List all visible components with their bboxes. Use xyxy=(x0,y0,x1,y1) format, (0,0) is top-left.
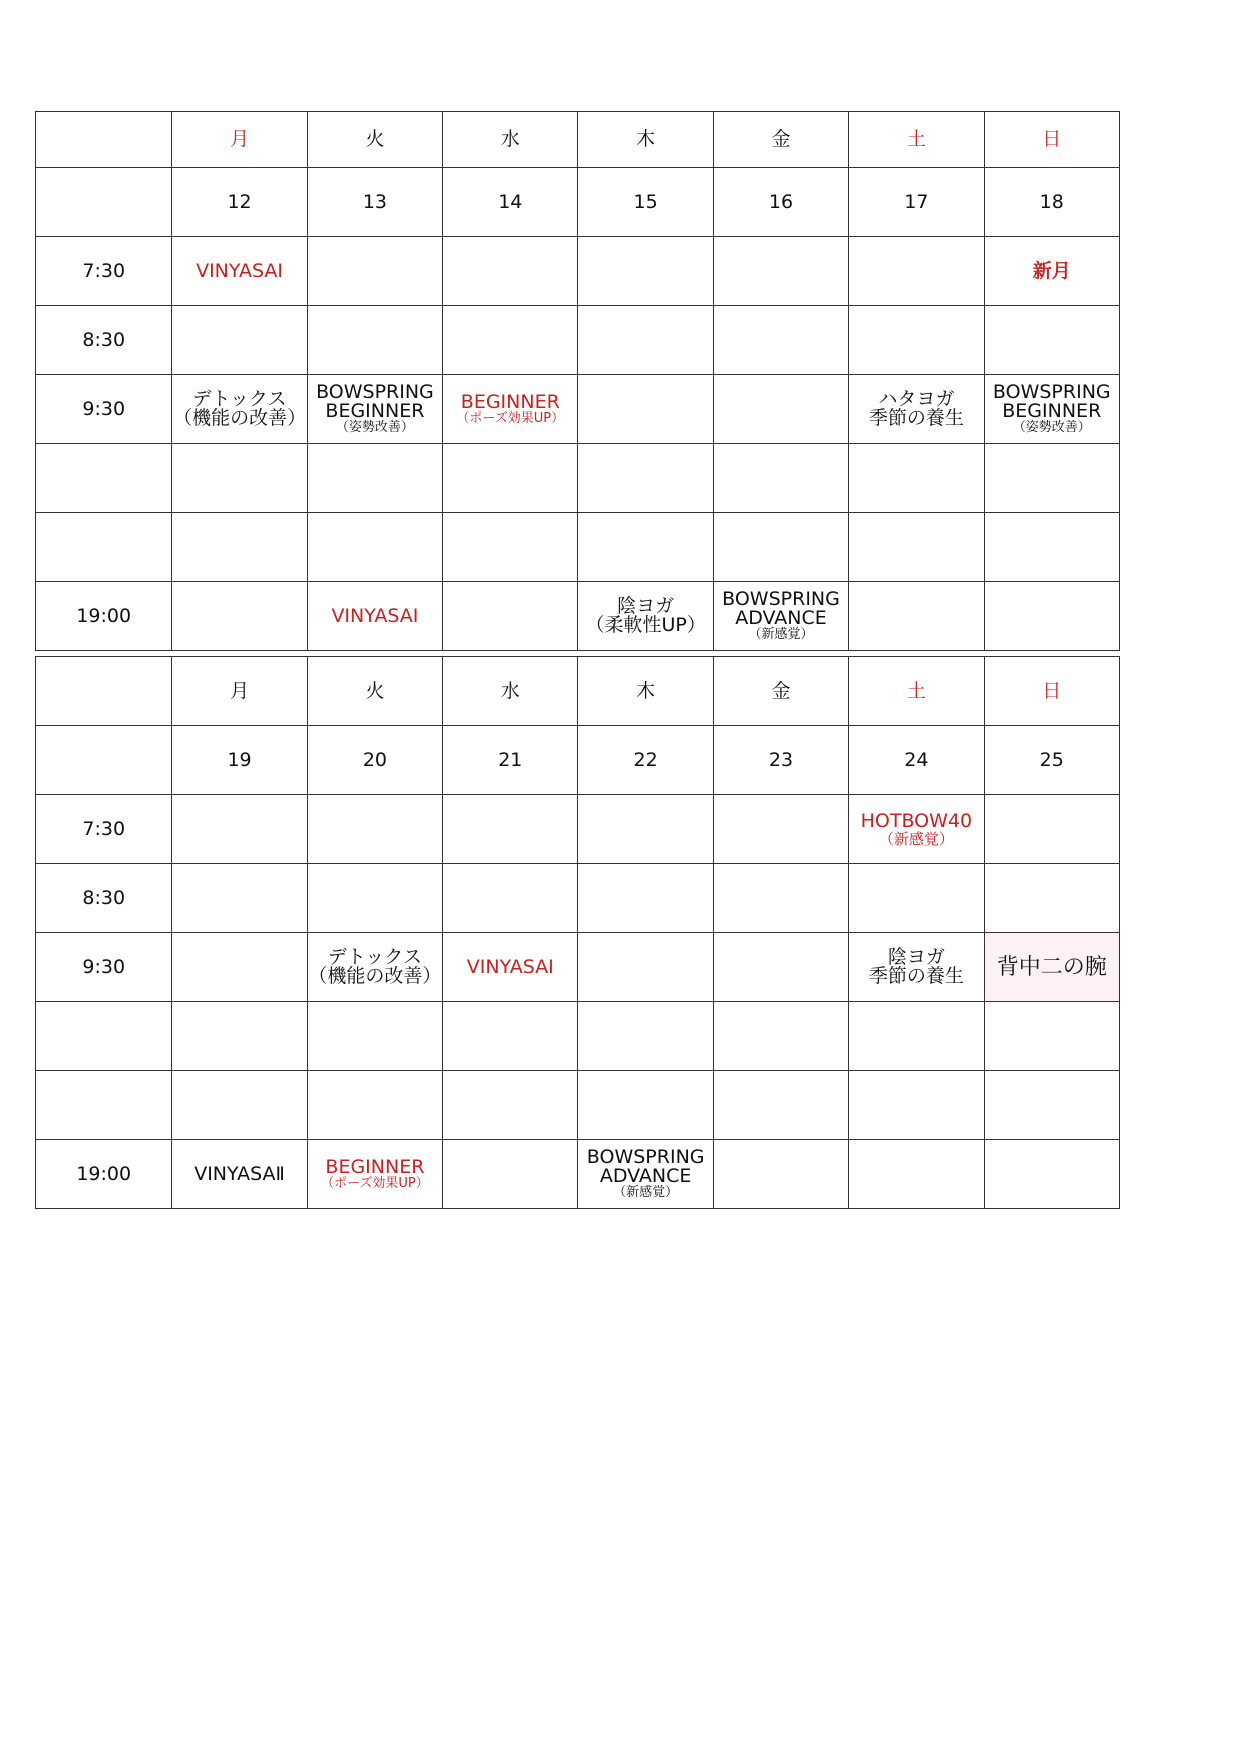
weekday-row xyxy=(36,112,1120,168)
time-label: 19:00 xyxy=(36,582,172,651)
empty-cell xyxy=(443,864,578,933)
time-slot-row xyxy=(36,1071,1120,1140)
class-cell[interactable] xyxy=(849,795,984,864)
time-slot-row xyxy=(36,933,1120,1002)
empty-cell xyxy=(443,513,578,582)
corner-cell xyxy=(36,657,172,726)
date-cell: 17 xyxy=(849,168,984,237)
class-name: VINYASAⅡ xyxy=(194,1162,285,1185)
empty-cell xyxy=(307,1002,442,1071)
weekday-sun: 日 xyxy=(984,657,1119,726)
date-row xyxy=(36,726,1120,795)
class-name: 新月 xyxy=(1032,259,1071,282)
corner-cell xyxy=(36,168,172,237)
empty-cell xyxy=(307,513,442,582)
empty-cell xyxy=(849,1002,984,1071)
empty-cell xyxy=(713,1002,848,1071)
weekday-sat: 土 xyxy=(849,657,984,726)
weekday-sun: 日 xyxy=(984,112,1119,168)
empty-cell xyxy=(713,1071,848,1140)
class-cell[interactable] xyxy=(172,1140,307,1209)
empty-cell xyxy=(984,444,1119,513)
empty-cell xyxy=(307,795,442,864)
class-cell[interactable] xyxy=(172,375,307,444)
time-label: 7:30 xyxy=(36,237,172,306)
date-cell: 12 xyxy=(172,168,307,237)
empty-cell xyxy=(578,1002,713,1071)
class-name: HOTBOW40 xyxy=(860,809,973,832)
empty-cell xyxy=(984,1002,1119,1071)
class-cell[interactable] xyxy=(984,375,1119,444)
empty-cell xyxy=(713,795,848,864)
empty-cell xyxy=(578,864,713,933)
class-name: BOWSPRING xyxy=(316,381,434,403)
class-cell[interactable] xyxy=(849,375,984,444)
empty-cell xyxy=(984,1140,1119,1209)
class-note: （姿勢改善） xyxy=(335,420,414,435)
date-cell: 16 xyxy=(713,168,848,237)
time-label: 9:30 xyxy=(36,933,172,1002)
weekday-tue: 火 xyxy=(307,112,442,168)
date-cell: 18 xyxy=(984,168,1119,237)
empty-cell xyxy=(172,864,307,933)
weekday-mon: 月 xyxy=(172,657,307,726)
time-label xyxy=(36,1071,172,1140)
empty-cell xyxy=(984,582,1119,651)
time-label: 9:30 xyxy=(36,375,172,444)
empty-cell xyxy=(578,444,713,513)
class-note: 季節の養生 xyxy=(868,407,964,429)
empty-cell xyxy=(713,237,848,306)
date-cell: 22 xyxy=(578,726,713,795)
weekday-sat: 土 xyxy=(849,112,984,168)
time-slot-row xyxy=(36,513,1120,582)
class-cell[interactable] xyxy=(578,1140,713,1209)
empty-cell xyxy=(307,1071,442,1140)
class-note: （ポーズ効果UP） xyxy=(321,1175,429,1191)
empty-cell xyxy=(849,306,984,375)
empty-cell xyxy=(849,864,984,933)
class-cell[interactable] xyxy=(713,582,848,651)
class-name: 陰ヨガ xyxy=(617,595,675,617)
class-cell[interactable] xyxy=(984,237,1119,306)
class-cell[interactable] xyxy=(307,933,442,1002)
time-label: 8:30 xyxy=(36,864,172,933)
weekday-thu: 木 xyxy=(578,657,713,726)
class-cell[interactable] xyxy=(307,1140,442,1209)
class-level: ADVANCE xyxy=(599,1165,692,1187)
empty-cell xyxy=(849,582,984,651)
class-note: （機能の改善） xyxy=(308,965,442,987)
empty-cell xyxy=(713,513,848,582)
empty-cell xyxy=(578,306,713,375)
weekday-thu: 木 xyxy=(578,112,713,168)
class-name: 陰ヨガ xyxy=(887,946,945,968)
class-level: BEGINNER xyxy=(1002,400,1102,422)
class-name: BEGINNER xyxy=(325,1155,425,1178)
time-slot-row xyxy=(36,582,1120,651)
empty-cell xyxy=(307,237,442,306)
empty-cell xyxy=(578,513,713,582)
empty-cell xyxy=(172,582,307,651)
class-name: ハタヨガ xyxy=(878,388,955,410)
time-slot-row xyxy=(36,1002,1120,1071)
empty-cell xyxy=(578,795,713,864)
time-slot-row xyxy=(36,306,1120,375)
empty-cell xyxy=(578,933,713,1002)
class-note: 季節の養生 xyxy=(868,965,964,987)
empty-cell xyxy=(443,582,578,651)
weekday-row xyxy=(36,657,1120,726)
class-cell[interactable] xyxy=(443,375,578,444)
weekday-tue: 火 xyxy=(307,657,442,726)
weekday-fri: 金 xyxy=(713,112,848,168)
empty-cell xyxy=(849,513,984,582)
class-note: （新感覚） xyxy=(613,1185,679,1200)
empty-cell xyxy=(172,1071,307,1140)
class-level: ADVANCE xyxy=(735,607,827,629)
weekday-fri: 金 xyxy=(713,657,848,726)
empty-cell xyxy=(443,1140,578,1209)
class-cell[interactable] xyxy=(984,933,1119,1002)
time-slot-row xyxy=(36,444,1120,513)
class-note: （ポーズ効果UP） xyxy=(456,410,565,426)
class-name: デトックス xyxy=(192,388,287,410)
time-slot-row xyxy=(36,237,1120,306)
date-cell: 13 xyxy=(307,168,442,237)
class-note: （機能の改善） xyxy=(173,407,307,429)
empty-cell xyxy=(172,933,307,1002)
date-cell: 20 xyxy=(307,726,442,795)
empty-cell xyxy=(984,513,1119,582)
week-2-schedule xyxy=(35,656,1120,1209)
date-row xyxy=(36,168,1120,237)
class-name: BEGINNER xyxy=(460,390,560,413)
corner-cell xyxy=(36,112,172,168)
class-note: （新感覚） xyxy=(878,829,954,848)
empty-cell xyxy=(578,1071,713,1140)
time-label xyxy=(36,444,172,513)
class-cell[interactable] xyxy=(443,933,578,1002)
date-cell: 15 xyxy=(578,168,713,237)
empty-cell xyxy=(984,795,1119,864)
empty-cell xyxy=(849,1140,984,1209)
empty-cell xyxy=(172,444,307,513)
empty-cell xyxy=(172,1002,307,1071)
class-level: BEGINNER xyxy=(325,400,425,422)
empty-cell xyxy=(443,1071,578,1140)
weekday-wed: 水 xyxy=(443,657,578,726)
date-cell: 23 xyxy=(713,726,848,795)
empty-cell xyxy=(172,513,307,582)
class-name: VINYASAⅠ xyxy=(331,604,419,627)
empty-cell xyxy=(578,237,713,306)
empty-cell xyxy=(172,795,307,864)
empty-cell xyxy=(713,306,848,375)
date-cell: 19 xyxy=(172,726,307,795)
time-label: 8:30 xyxy=(36,306,172,375)
week-1-schedule xyxy=(35,111,1120,651)
class-name: BOWSPRING xyxy=(992,381,1111,403)
class-cell[interactable] xyxy=(307,375,442,444)
time-label: 19:00 xyxy=(36,1140,172,1209)
time-label: 7:30 xyxy=(36,795,172,864)
empty-cell xyxy=(578,375,713,444)
time-label xyxy=(36,513,172,582)
empty-cell xyxy=(713,375,848,444)
class-note: （姿勢改善） xyxy=(1012,420,1091,435)
class-name: 背中二の腕 xyxy=(996,954,1107,980)
empty-cell xyxy=(307,306,442,375)
class-name: デトックス xyxy=(327,946,423,968)
empty-cell xyxy=(713,444,848,513)
empty-cell xyxy=(713,1140,848,1209)
time-slot-row xyxy=(36,795,1120,864)
time-label xyxy=(36,1002,172,1071)
empty-cell xyxy=(307,444,442,513)
time-slot-row xyxy=(36,864,1120,933)
date-cell: 21 xyxy=(443,726,578,795)
empty-cell xyxy=(713,933,848,1002)
class-note: （新感覚） xyxy=(748,627,814,642)
class-name: BOWSPRING xyxy=(722,588,840,610)
empty-cell xyxy=(443,444,578,513)
weekday-mon: 月 xyxy=(172,112,307,168)
class-note: （柔軟性UP） xyxy=(585,614,706,636)
weekday-wed: 水 xyxy=(443,112,578,168)
empty-cell xyxy=(443,795,578,864)
date-cell: 24 xyxy=(849,726,984,795)
empty-cell xyxy=(443,237,578,306)
class-cell[interactable] xyxy=(307,582,442,651)
time-slot-row xyxy=(36,375,1120,444)
corner-cell xyxy=(36,726,172,795)
empty-cell xyxy=(849,1071,984,1140)
empty-cell xyxy=(172,306,307,375)
class-name: VINYASAⅠ xyxy=(196,259,284,282)
time-slot-row xyxy=(36,1140,1120,1209)
empty-cell xyxy=(984,864,1119,933)
date-cell: 25 xyxy=(984,726,1119,795)
empty-cell xyxy=(713,864,848,933)
empty-cell xyxy=(443,306,578,375)
class-cell[interactable] xyxy=(172,237,307,306)
class-name: VINYASAⅠ xyxy=(466,955,554,978)
empty-cell xyxy=(849,444,984,513)
empty-cell xyxy=(849,237,984,306)
class-cell[interactable] xyxy=(849,933,984,1002)
empty-cell xyxy=(307,864,442,933)
date-cell: 14 xyxy=(443,168,578,237)
class-cell[interactable] xyxy=(578,582,713,651)
empty-cell xyxy=(984,1071,1119,1140)
class-name: BOWSPRING xyxy=(586,1146,705,1168)
empty-cell xyxy=(443,1002,578,1071)
empty-cell xyxy=(984,306,1119,375)
